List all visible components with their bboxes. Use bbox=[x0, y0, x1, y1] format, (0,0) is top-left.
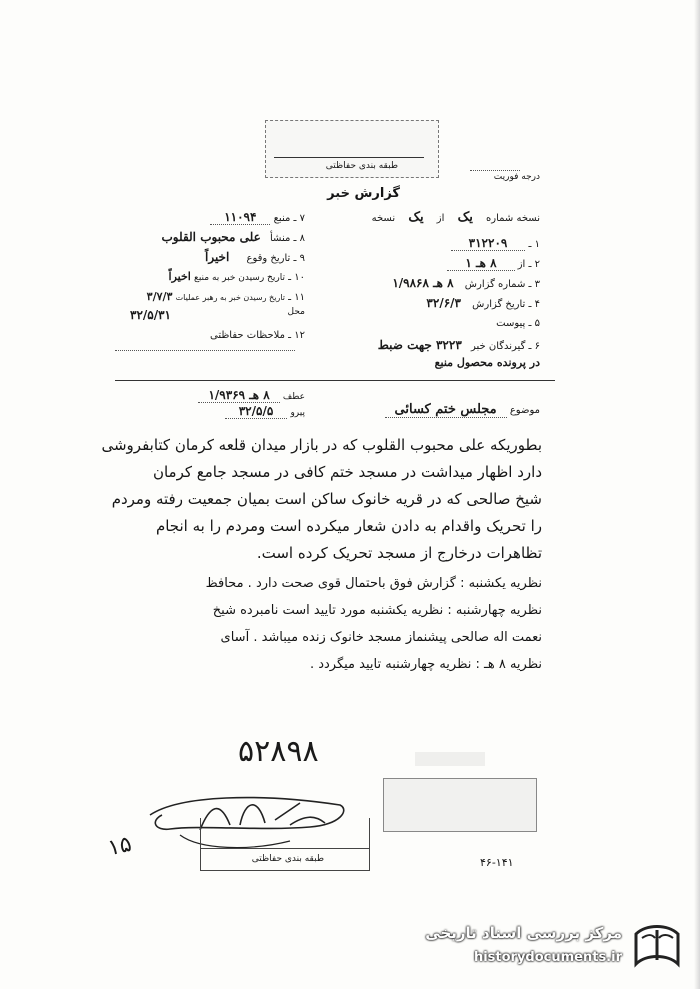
field-label: تاریخ گزارش bbox=[472, 299, 526, 310]
field-label: تاریخ رسیدن خبر به منبع bbox=[194, 273, 285, 283]
ref-value: ۸ هـ ۱/۹۳۶۹ bbox=[198, 388, 279, 403]
left-field-2: ۲ ـ از ۸ هـ ۱ bbox=[330, 256, 540, 270]
followup-value: ۳۲/۵/۵ bbox=[225, 404, 288, 419]
field-label: تاریخ رسیدن خبر به رهبر عملیات bbox=[175, 293, 285, 302]
top-classification-stamp bbox=[265, 120, 439, 178]
field-value: علی محبوب القلوب bbox=[161, 230, 261, 244]
watermark bbox=[425, 918, 690, 980]
report-body bbox=[102, 432, 542, 567]
right-field-9: ۹ ـ تاریخ وقوع اخیراً bbox=[115, 250, 305, 264]
right-field-8: ۸ ـ منشأ علی محبوب القلوب bbox=[115, 230, 305, 244]
left-field-3: ۳ ـ شماره گزارش ۸ هـ ۱/۹۸۶۸ bbox=[330, 276, 540, 290]
opinions bbox=[102, 570, 542, 678]
faded-stamp-right bbox=[383, 778, 537, 832]
field-number: ۱۰ bbox=[294, 272, 305, 283]
opinion-line: نظریه ۸ هـ : نظریه چهارشنبه تایید میگردد . bbox=[309, 657, 542, 672]
page-code: ۴۶-۱۴۱ bbox=[480, 856, 514, 869]
subject-row bbox=[385, 402, 540, 417]
right-field-place-value: ۳۲/۵/۳۱ bbox=[130, 308, 171, 322]
left-field-5: ۵ ـ پیوست bbox=[496, 318, 540, 329]
opinion-line: نعمت اله صالحی پیشنماز مسجد خانوک زنده میباشد . آسای bbox=[220, 630, 542, 645]
ref-label: عطف bbox=[282, 392, 305, 402]
field-number: ۱ bbox=[534, 239, 540, 250]
field-label: از bbox=[517, 259, 526, 270]
field-value: ۳۱۲۲۰۹ bbox=[451, 236, 526, 251]
field-number: ۳ bbox=[534, 279, 540, 290]
right-field-12-line bbox=[115, 350, 295, 351]
report-title: گزارش خبر bbox=[327, 186, 400, 201]
ref-row bbox=[198, 388, 305, 402]
field-value: ۸ هـ ۱ bbox=[447, 256, 514, 271]
right-field-10: ۱۰ ـ تاریخ رسیدن خبر به منبع اخیراً bbox=[168, 270, 305, 283]
bottom-classification-stamp bbox=[200, 818, 370, 871]
field-value: ۸ هـ ۱/۹۸۶۸ bbox=[392, 276, 454, 290]
field-number: ۶ bbox=[534, 341, 540, 352]
copy-number-label: نسخه شماره bbox=[486, 213, 540, 224]
header-divider bbox=[115, 380, 555, 381]
opinion-line: نظریه یکشنبه : گزارش فوق باحتمال قوی صحت دارد . محافظ bbox=[205, 576, 542, 591]
copy-of-value: یک bbox=[408, 210, 424, 225]
body-line: را تحریک واقدام به دادن شعار میکرده است ومردم را به انجام bbox=[155, 517, 542, 535]
field-label: گیرندگان خبر bbox=[470, 341, 526, 352]
field-value: اخیراً bbox=[168, 270, 191, 283]
left-field-4: ۴ ـ تاریخ گزارش ۳۲/۶/۳ bbox=[330, 296, 540, 310]
field-value: ۳۲/۶/۳ bbox=[426, 296, 461, 310]
field-number: ۱۲ bbox=[294, 330, 305, 341]
field-label: شماره گزارش bbox=[464, 279, 526, 290]
field-number: ۲ bbox=[534, 259, 540, 270]
copy-number-value: یک bbox=[457, 210, 473, 225]
right-field-7: ۷ ـ منبع ۱۱۰۹۴ bbox=[115, 210, 305, 224]
copy-number-row bbox=[372, 210, 540, 225]
copy-of-label: از bbox=[436, 213, 445, 224]
urgency-label: درجه فوریت bbox=[493, 172, 540, 182]
field-label: پیوست bbox=[496, 318, 526, 329]
field-number: ۴ bbox=[534, 299, 540, 310]
subject-value: مجلس ختم کسائی bbox=[385, 402, 507, 418]
field-value: اخیراً bbox=[204, 250, 230, 264]
watermark-url: historydocuments.ir bbox=[473, 950, 622, 965]
copy-suffix: نسخه bbox=[371, 213, 396, 224]
bottom-classification-label: طبقه بندی حفاظتی bbox=[251, 854, 324, 864]
left-field-6-cont: در پرونده محصول منبع bbox=[434, 356, 540, 369]
field-number: ۹ bbox=[299, 253, 305, 264]
field-label: منبع bbox=[273, 213, 291, 224]
field-label: ملاحظات حفاظتی bbox=[210, 330, 285, 341]
subject-label: موضوع bbox=[509, 405, 540, 416]
body-line: بطوریکه علی محبوب القلوب که در بازار میدان قلعه کرمان کتابفروشی bbox=[101, 436, 542, 454]
followup-label: پیرو bbox=[290, 408, 305, 418]
body-line: شیخ صالحی که در قریه خانوک ساکن است بمیان جمعیت رفته ومردم bbox=[111, 490, 542, 508]
left-field-6: ۶ ـ گیرندگان خبر ۳۲۲۳ جهت ضبط bbox=[330, 338, 540, 352]
field-number: ۱۱ bbox=[294, 292, 305, 303]
field-label: محل bbox=[287, 307, 305, 317]
opinion-line: نظریه چهارشنبه : نظریه یکشنبه مورد تایید است نامبرده شیخ bbox=[212, 603, 542, 618]
body-line: تظاهرات درخارج از مسجد تحریک کرده است. bbox=[256, 544, 542, 562]
faded-stamp-top bbox=[415, 752, 485, 766]
field-value: ۳۲۲۳ جهت ضبط bbox=[377, 338, 462, 352]
margin-number: ۱۵ bbox=[105, 831, 134, 862]
classification-label: طبقه بندی حفاظتی bbox=[325, 161, 398, 171]
watermark-title: مرکز بررسی اسناد تاریخی bbox=[425, 924, 622, 942]
right-field-12: ۱۲ ـ ملاحظات حفاظتی bbox=[210, 330, 305, 341]
field-number: ۷ bbox=[299, 213, 305, 224]
field-value: ۱۱۰۹۴ bbox=[210, 210, 270, 225]
body-line: دارد اظهار میداشت در مسجد ختم کافی در مسجد جامع کرمان bbox=[152, 463, 542, 481]
field-number: ۸ bbox=[299, 233, 305, 244]
field-value: ۳/۷/۳ bbox=[146, 290, 173, 303]
field-number: ۵ bbox=[534, 318, 540, 329]
field-label: تاریخ وقوع bbox=[246, 253, 291, 264]
urgency-value-line bbox=[470, 170, 520, 171]
left-field-1: ۱ ـ ۳۱۲۲۰۹ bbox=[330, 236, 540, 250]
right-field-11: ۱۱ ـ تاریخ رسیدن خبر به رهبر عملیات ۳/۷/۳ bbox=[146, 290, 305, 303]
field-label: منشأ bbox=[269, 233, 291, 244]
scan-edge bbox=[694, 0, 700, 989]
handwritten-number: ۵۲۸۹۸ bbox=[238, 734, 319, 769]
followup-row bbox=[225, 404, 305, 418]
archive-logo-icon bbox=[628, 920, 686, 978]
